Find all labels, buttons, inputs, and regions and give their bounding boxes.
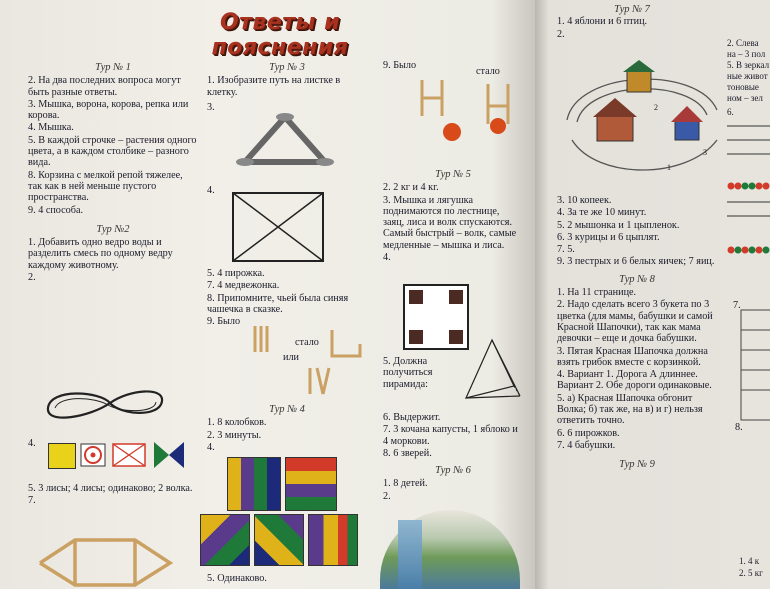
answer-text: 7.: [28, 495, 36, 507]
answer-text: 5. В каждой строчке – растения одного цвета, а в каждом столбике – разного вида.: [28, 134, 197, 169]
tour-heading: Тур № 7: [614, 4, 650, 15]
answer-text: 5. 2 мышонка и 1 цыпленок.: [557, 219, 680, 231]
answer-text: 1. 4 к: [739, 556, 760, 566]
answer-text: 5. 4 пирожка.: [207, 268, 265, 279]
pyramid-figure: [462, 338, 522, 408]
answer-text: 8. Корзина с мелкой репой тяжелее, так как в ней меньше пустого пространства.: [28, 169, 183, 204]
four-squares-figure: [403, 284, 469, 350]
tour-heading: Тур № 3: [269, 62, 305, 73]
answer-text: 7. 3 кочана капусты, 1 яблоко и 4 моркови.: [383, 424, 518, 447]
answer-text: 4.: [207, 441, 215, 453]
tour-heading: Тур № 8: [619, 273, 655, 285]
answer-text: 4. За те же 10 минут.: [557, 207, 647, 219]
page-title: Ответы и пояснения: [211, 10, 349, 60]
answer-text: 4. Вариант 1. Дорога А длиннее. Вариант 2. Обе дороги одинаковые.: [557, 369, 712, 392]
answer-text: 3.: [207, 101, 215, 113]
answer-text: ном – зел: [727, 93, 763, 103]
matchsticks-after-1: [330, 330, 364, 360]
column-5: [727, 38, 770, 118]
column-3: [383, 165, 523, 264]
answer-text: 5. В зеркал: [727, 60, 770, 70]
answer-text: 5. Одинаково.: [207, 573, 267, 584]
answer-text: 2.: [557, 28, 565, 40]
answer-text: 2. На два последних вопроса могут быть разные ответы.: [28, 75, 181, 98]
map-number-1: 1: [667, 163, 671, 172]
answer-text: 9. Было: [383, 60, 417, 71]
goalpost-after: [484, 84, 524, 134]
answer-text: 2. 5 кг: [739, 568, 763, 578]
answer-text: 3. Мышка, ворона, корова, репка или корова.: [28, 98, 189, 122]
column-2: [207, 58, 367, 114]
answer-text: 1. Изобразите путь на листке в клетку.: [207, 75, 341, 98]
crossed-rectangle: [232, 192, 324, 262]
answer-text: 2. Надо сделать всего 3 букета по 3 цветка (для мамы, бабушки и самой Красной Шапочки), так как мама девочки – еще и дочка бабушки.: [557, 299, 713, 345]
tour-heading: Тур № 4: [269, 404, 305, 415]
bowtie-icon: [154, 442, 184, 468]
answer-text: 5. 3 лисы; 4 лисы; одинаково; 2 волка.: [28, 483, 193, 494]
answer-text: 2.: [28, 272, 36, 284]
color-grid-4: [254, 514, 304, 566]
color-grid-2: [285, 457, 337, 511]
map-number-2: 2: [654, 103, 658, 112]
answer-text: 8. 6 зверей.: [383, 447, 432, 459]
answer-text: 2. 3 минуты.: [207, 429, 262, 441]
color-grid-5: [308, 514, 358, 566]
answer-text: 6. 3 курицы и 6 цыплят.: [557, 231, 660, 243]
loop-drawing: [40, 383, 170, 428]
answer-text: 1. 4 яблони и 6 птиц.: [557, 16, 648, 28]
stalo-label: стало: [295, 337, 319, 348]
answer-text: 5. Должна получиться пирамида:: [383, 356, 433, 390]
column-4: [557, 4, 707, 41]
goalpost-before: [418, 80, 458, 120]
answer-text: 7. 4 бабушки.: [557, 439, 616, 451]
answer-text: тоновые: [727, 82, 759, 92]
tour-heading: Тур № 9: [619, 459, 655, 471]
answer-text: 4.: [383, 252, 391, 264]
answer-text: 9. 3 пестрых и 6 белых яичек; 7 яиц.: [557, 256, 715, 268]
grid-figure: [741, 310, 770, 430]
answer-text: 8. Припомните, чьей была синяя чашечка в сказке.: [207, 292, 349, 315]
answer-text: 4. Мышка.: [28, 122, 74, 134]
red-circle-square-icon: [80, 443, 106, 467]
answer-text: 2. 2 кг и 4 кг.: [383, 182, 439, 194]
route-map-drawing: [557, 60, 727, 180]
answer-label: 4.: [28, 438, 36, 449]
spoons-triangle: [235, 112, 335, 172]
answer-text: 3. Пятая Красная Шапочка должна взять грибок вместе с корзинкой.: [557, 345, 708, 368]
column-2-tour4: [207, 400, 367, 454]
answer-text: 6. Выдержит.: [383, 412, 441, 423]
answer-text: 5. а) Красная Шапочка обгонит Волка; б) так же, на в) и г) нельзя ответить точно.: [557, 392, 703, 427]
answer-label: 8.: [735, 422, 743, 433]
answer-text: 9. Было: [207, 316, 241, 328]
answer-text: 1. На 11 странице.: [557, 287, 637, 299]
answer-text: 2. Слева: [727, 38, 759, 48]
answer-text: 6. 6 пирожков.: [557, 427, 620, 439]
column-1-bottom: [28, 483, 198, 508]
answer-text: 1. 8 детей.: [383, 478, 428, 490]
answer-label: 7.: [733, 300, 741, 311]
matchsticks-after-2: [307, 368, 333, 394]
stalo-label: стало: [476, 66, 500, 77]
answer-text: ные живот: [727, 71, 768, 81]
answer-text: 7. 5.: [557, 244, 575, 256]
yellow-square-icon: [48, 443, 76, 469]
waterfall-illustration: [398, 520, 422, 589]
column-1: [28, 58, 198, 284]
answer-text: 3. Мышка и лягушка поднимаются по лестнице, заяц, лиса и волк спускаются. Самый быстрый – волк, самые медленные – мышка и лиса.: [383, 194, 517, 251]
crossed-envelope-icon: [112, 443, 146, 467]
ili-label: или: [283, 352, 299, 363]
column-4-mid: [557, 195, 717, 473]
column-2-mid: [207, 268, 367, 328]
matchsticks-before: [252, 326, 270, 352]
answer-text: 7. 4 медвежонка.: [207, 280, 280, 292]
answer-text: 6.: [727, 107, 734, 117]
right-page: [535, 0, 770, 589]
tour-heading: Тур № 5: [435, 169, 471, 180]
color-grid-1: [227, 457, 281, 511]
tour-heading: Тур №2: [96, 223, 130, 235]
answer-text: 2.: [383, 490, 391, 502]
answer-text: 9. 4 способа.: [28, 204, 84, 216]
answer-text: на – 3 пол: [727, 49, 766, 59]
tour-heading: Тур № 6: [435, 465, 471, 477]
tour-heading: Тур № 1: [95, 62, 131, 73]
answer-label: 4.: [207, 185, 215, 196]
ball-before: [440, 120, 470, 150]
map-number-3: 3: [703, 148, 707, 157]
answer-text: 1. Добавить одно ведро воды и разделить смесь по одному ведру каждому животному.: [28, 237, 173, 271]
column-3-bottom: [383, 412, 523, 503]
matchstick-figure: [35, 535, 185, 585]
color-grid-3: [200, 514, 250, 566]
answer-text: 3. 10 копеек.: [557, 195, 612, 206]
answer-text: 1. 8 колобков.: [207, 417, 267, 429]
bead-rows: [727, 122, 770, 262]
